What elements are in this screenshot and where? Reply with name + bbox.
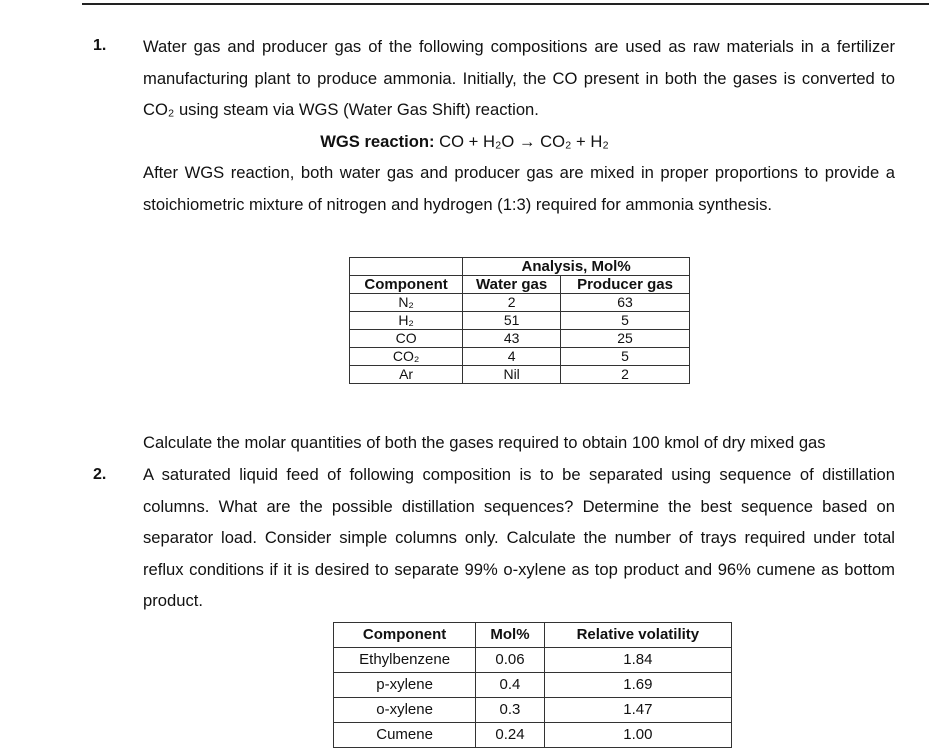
table-cell: 51 [463, 312, 561, 330]
table-row [334, 723, 732, 748]
table-row [350, 366, 690, 384]
table-header-component: Component [334, 623, 476, 648]
question-1-prompt: Calculate the molar quantities of both the gases required to obtain 100 kmol of dry mixed gas [143, 433, 826, 452]
table-row [334, 673, 732, 698]
wgs-reaction-equation: CO + H₂O → CO₂ + H₂ [439, 132, 609, 151]
table-cell: CO₂ [350, 348, 463, 366]
wgs-reaction-label: WGS reaction: [320, 132, 435, 151]
table-cell: 0.06 [476, 648, 545, 673]
table-cell: CO [350, 330, 463, 348]
question-1-intro: Water gas and producer gas of the following compositions are used as raw materials in a fertilizer manufacturing plant to produce ammonia. Initially, the CO present in both the gases is converted to CO₂ using steam via WGS (Water Gas Shift) reaction. [143, 37, 895, 119]
table-cell: 2 [463, 294, 561, 312]
table-cell: 63 [561, 294, 690, 312]
table-cell: 1.00 [544, 723, 731, 748]
table-row [350, 330, 690, 348]
table-row [334, 648, 732, 673]
table-cell: N₂ [350, 294, 463, 312]
table-header-relative-volatility: Relative volatility [544, 623, 731, 648]
wgs-reaction-line [0, 132, 929, 152]
table-row [350, 348, 690, 366]
table-cell: 25 [561, 330, 690, 348]
question-2-number: 2. [93, 466, 107, 483]
table-group-header: Analysis, Mol% [463, 258, 690, 276]
table-cell: o-xylene [334, 698, 476, 723]
table-row [350, 312, 690, 330]
table-header-water-gas: Water gas [463, 276, 561, 294]
question-2-text: A saturated liquid feed of following composition is to be separated using sequence of distillation columns. What are the possible distillation sequences? Determine the best sequence based on separator load. Consider simple columns only. Calculate the number of trays required under total reflux conditions if it is desired to separate 99% o-xylene as top product and 96% cumene as bottom product. [143, 465, 895, 610]
table-cell: Ethylbenzene [334, 648, 476, 673]
table-header-mol-percent: Mol% [476, 623, 545, 648]
table-cell: 43 [463, 330, 561, 348]
table-cell: 0.24 [476, 723, 545, 748]
table-cell: H₂ [350, 312, 463, 330]
table-cell: 1.47 [544, 698, 731, 723]
table-row [350, 294, 690, 312]
table-header-component: Component [350, 276, 463, 294]
table-header-spacer [350, 258, 463, 276]
table-header-producer-gas: Producer gas [561, 276, 690, 294]
feed-composition-table [333, 622, 732, 748]
table-cell: 4 [463, 348, 561, 366]
table-cell: 0.4 [476, 673, 545, 698]
table-cell: 1.84 [544, 648, 731, 673]
question-1-after: After WGS reaction, both water gas and producer gas are mixed in proper proportions to provide a stoichiometric mixture of nitrogen and hydrogen (1:3) required for ammonia synthesis. [143, 163, 895, 214]
table-cell: Nil [463, 366, 561, 384]
table-cell: 5 [561, 348, 690, 366]
table-cell: Ar [350, 366, 463, 384]
table-cell: 0.3 [476, 698, 545, 723]
table-cell: 1.69 [544, 673, 731, 698]
question-1-number: 1. [93, 37, 107, 54]
table-cell: 2 [561, 366, 690, 384]
table-cell: p-xylene [334, 673, 476, 698]
gas-analysis-table [349, 257, 690, 384]
table-row [334, 698, 732, 723]
table-cell: 5 [561, 312, 690, 330]
top-rule [82, 3, 929, 5]
table-cell: Cumene [334, 723, 476, 748]
